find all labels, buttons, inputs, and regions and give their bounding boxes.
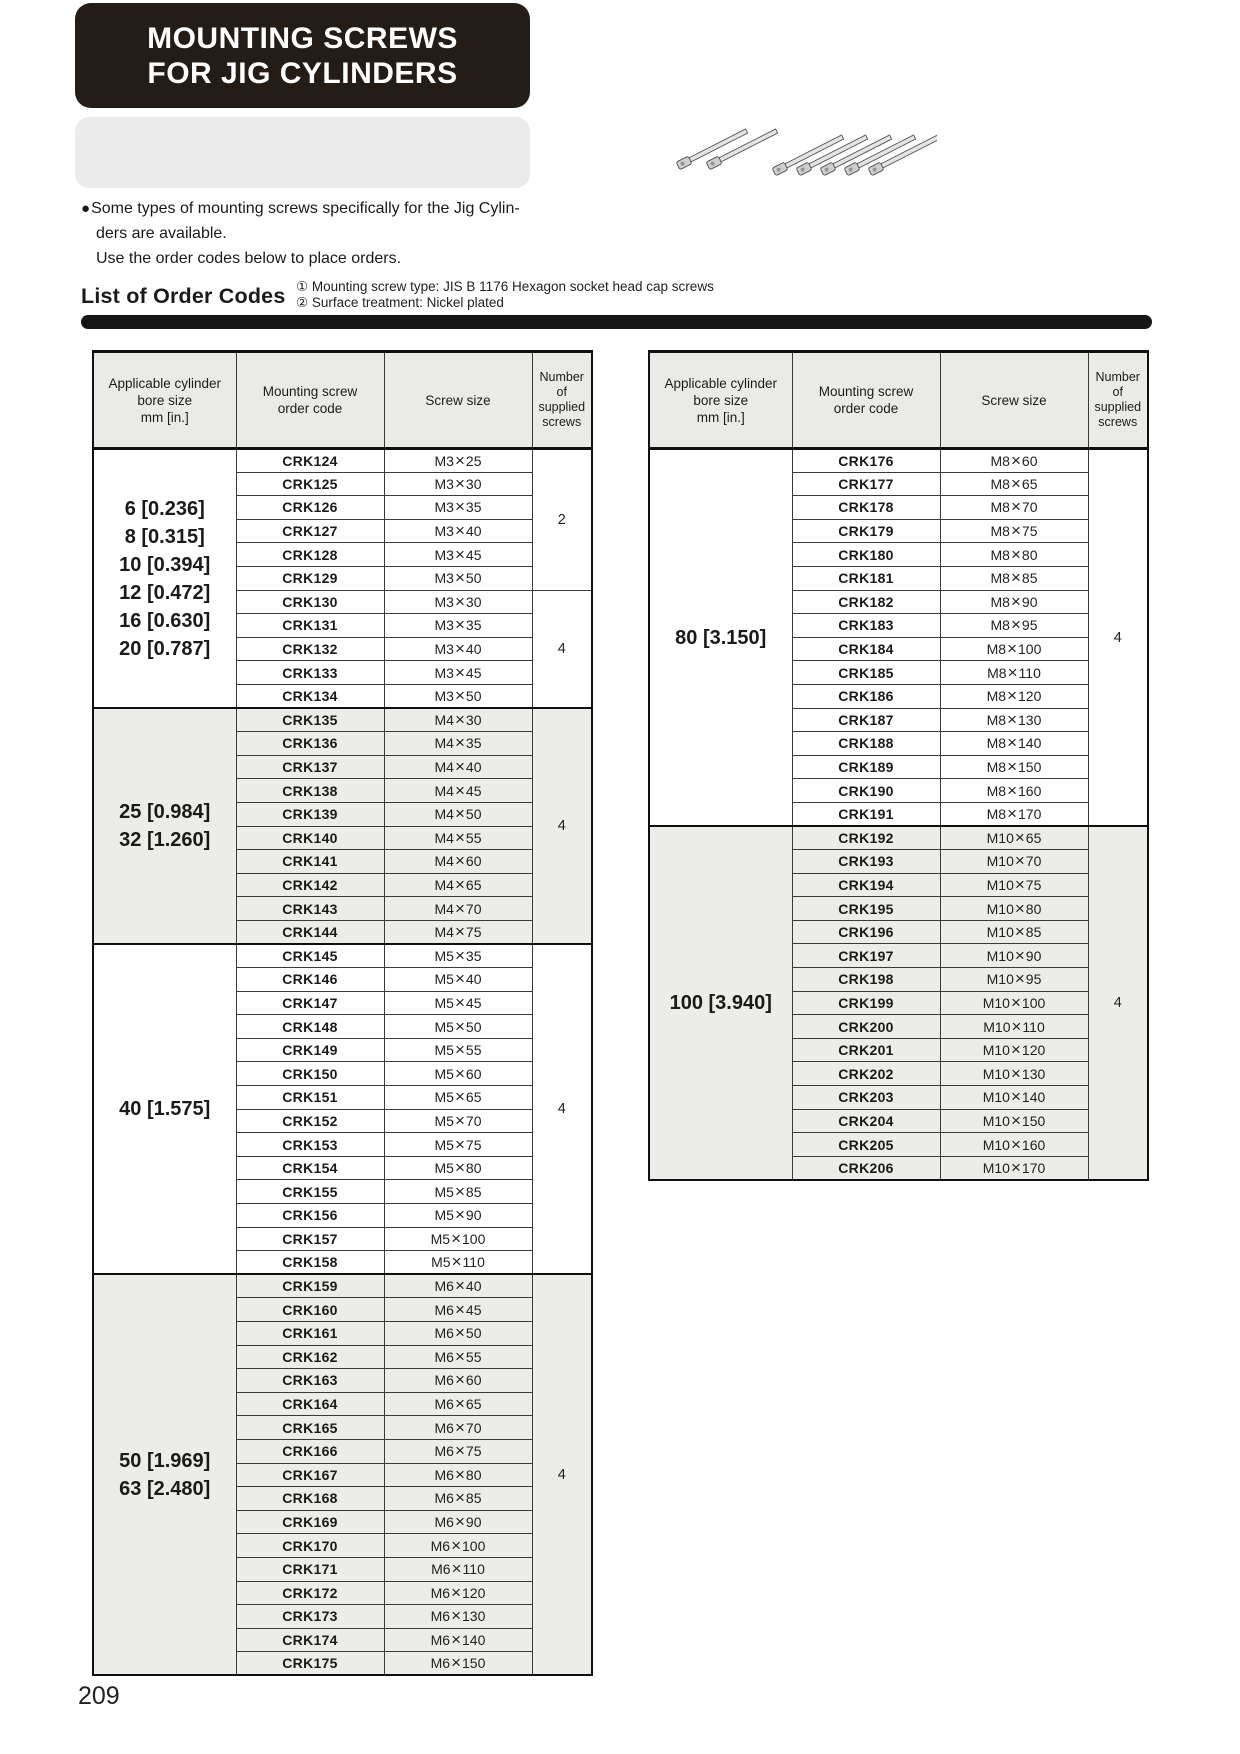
order-code-cell: CRK169: [236, 1510, 384, 1534]
order-code-cell: CRK154: [236, 1156, 384, 1180]
screw-size-cell: M10×70: [940, 850, 1088, 874]
screw-size-cell: M10×120: [940, 1038, 1088, 1062]
order-code-cell: CRK180: [792, 543, 940, 567]
screw-size-cell: M4×75: [384, 920, 532, 944]
screw-size-cell: M5×85: [384, 1180, 532, 1204]
order-code-cell: CRK146: [236, 968, 384, 992]
screw-size-cell: M3×50: [384, 566, 532, 590]
column-header-order-code: Mounting screw order code: [792, 352, 940, 449]
order-code-cell: CRK197: [792, 944, 940, 968]
supplied-count-cell: 4: [532, 708, 592, 944]
order-code-cell: CRK137: [236, 755, 384, 779]
screw-size-cell: M4×35: [384, 732, 532, 756]
order-code-cell: CRK140: [236, 826, 384, 850]
screw-size-cell: M10×110: [940, 1015, 1088, 1039]
table-header-row: [93, 352, 592, 449]
order-codes-table: [92, 350, 593, 1676]
screw-size-cell: M3×50: [384, 684, 532, 708]
screw-size-cell: M8×120: [940, 684, 1088, 708]
order-code-cell: CRK130: [236, 590, 384, 614]
order-code-cell: CRK126: [236, 496, 384, 520]
order-code-cell: CRK165: [236, 1416, 384, 1440]
screw-size-cell: M8×65: [940, 472, 1088, 496]
screw-size-cell: M5×65: [384, 1086, 532, 1110]
order-code-cell: CRK193: [792, 850, 940, 874]
order-code-cell: CRK187: [792, 708, 940, 732]
table-row: [649, 449, 1148, 473]
screw-size-cell: M4×70: [384, 897, 532, 921]
order-code-cell: CRK142: [236, 873, 384, 897]
screw-size-cell: M3×25: [384, 449, 532, 473]
column-header-screw-size: Screw size: [384, 352, 532, 449]
column-header-bore: Applicable cylinder bore size mm [in.]: [93, 352, 236, 449]
supplied-count-cell: 4: [532, 590, 592, 708]
screw-size-cell: M3×45: [384, 543, 532, 567]
order-code-cell: CRK201: [792, 1038, 940, 1062]
column-header-order-code: Mounting screw order code: [236, 352, 384, 449]
order-code-cell: CRK190: [792, 779, 940, 803]
order-code-cell: CRK164: [236, 1392, 384, 1416]
order-code-cell: CRK147: [236, 991, 384, 1015]
screw-size-cell: M3×40: [384, 637, 532, 661]
table-row: [93, 1274, 592, 1298]
order-code-cell: CRK195: [792, 897, 940, 921]
bore-size-cell: 40 [1.575]: [93, 944, 236, 1274]
screw-size-cell: M4×50: [384, 802, 532, 826]
screw-size-cell: M6×110: [384, 1557, 532, 1581]
screw-size-cell: M6×90: [384, 1510, 532, 1534]
order-code-cell: CRK163: [236, 1369, 384, 1393]
bore-size-cell: 100 [3.940]: [649, 826, 792, 1180]
order-code-cell: CRK178: [792, 496, 940, 520]
screw-size-cell: M4×55: [384, 826, 532, 850]
screw-size-cell: M6×60: [384, 1369, 532, 1393]
section-heading: List of Order Codes: [81, 284, 286, 308]
order-code-cell: CRK203: [792, 1086, 940, 1110]
screw-size-cell: M5×35: [384, 944, 532, 968]
decorative-gray-panel: [75, 117, 530, 188]
order-code-cell: CRK199: [792, 991, 940, 1015]
order-code-cell: CRK175: [236, 1652, 384, 1676]
order-code-cell: CRK167: [236, 1463, 384, 1487]
order-code-cell: CRK205: [792, 1133, 940, 1157]
screw-size-cell: M5×100: [384, 1227, 532, 1251]
screw-size-cell: M10×75: [940, 873, 1088, 897]
screw-size-cell: M10×170: [940, 1156, 1088, 1180]
intro-line-1: [81, 196, 561, 221]
screw-size-cell: M8×130: [940, 708, 1088, 732]
order-code-cell: CRK182: [792, 590, 940, 614]
screw-size-cell: M3×30: [384, 590, 532, 614]
screw-size-cell: M10×80: [940, 897, 1088, 921]
table-row: [93, 449, 592, 473]
screw-size-cell: M8×150: [940, 755, 1088, 779]
screw-size-cell: M6×140: [384, 1628, 532, 1652]
screw-size-cell: M3×45: [384, 661, 532, 685]
order-code-cell: CRK188: [792, 732, 940, 756]
mounting-screws-illustration: [672, 100, 937, 195]
screw-size-cell: M4×65: [384, 873, 532, 897]
column-header-bore: Applicable cylinder bore size mm [in.]: [649, 352, 792, 449]
screw-size-cell: M10×140: [940, 1086, 1088, 1110]
screw-size-cell: M5×40: [384, 968, 532, 992]
order-code-cell: CRK194: [792, 873, 940, 897]
order-code-cell: CRK136: [236, 732, 384, 756]
column-header-supplied: Number of supplied screws: [532, 352, 592, 449]
order-code-cell: CRK132: [236, 637, 384, 661]
order-code-cell: CRK170: [236, 1534, 384, 1558]
screw-size-cell: M10×95: [940, 968, 1088, 992]
order-code-cell: CRK192: [792, 826, 940, 850]
screw-size-cell: M6×50: [384, 1321, 532, 1345]
order-code-cell: CRK155: [236, 1180, 384, 1204]
screw-size-cell: M5×60: [384, 1062, 532, 1086]
screw-size-cell: M5×90: [384, 1204, 532, 1228]
screw-size-cell: M5×110: [384, 1251, 532, 1275]
screw-size-cell: M6×45: [384, 1298, 532, 1322]
screw-size-cell: M8×70: [940, 496, 1088, 520]
screw-size-cell: M3×40: [384, 519, 532, 543]
supplied-count-cell: 4: [1088, 449, 1148, 827]
column-header-supplied: Number of supplied screws: [1088, 352, 1148, 449]
screw-size-cell: M10×100: [940, 991, 1088, 1015]
order-code-cell: CRK124: [236, 449, 384, 473]
order-code-cell: CRK152: [236, 1109, 384, 1133]
screw-size-cell: M6×100: [384, 1534, 532, 1558]
screw-size-cell: M3×35: [384, 614, 532, 638]
order-code-cell: CRK138: [236, 779, 384, 803]
order-code-cell: CRK156: [236, 1204, 384, 1228]
order-code-cell: CRK177: [792, 472, 940, 496]
bore-size-cell: 80 [3.150]: [649, 449, 792, 827]
screw-size-cell: M3×30: [384, 472, 532, 496]
order-code-cell: CRK159: [236, 1274, 384, 1298]
screw-size-cell: M6×70: [384, 1416, 532, 1440]
intro-line-2: ders are available.: [96, 225, 227, 242]
screw-size-cell: M6×40: [384, 1274, 532, 1298]
order-code-cell: CRK127: [236, 519, 384, 543]
order-code-cell: CRK139: [236, 802, 384, 826]
intro-line-1-text: Some types of mounting screws specifically for the Jig Cylin-: [91, 200, 520, 217]
screw-size-cell: M8×160: [940, 779, 1088, 803]
screw-size-cell: M8×140: [940, 732, 1088, 756]
order-code-cell: CRK135: [236, 708, 384, 732]
screw-size-cell: M5×45: [384, 991, 532, 1015]
order-code-cell: CRK176: [792, 449, 940, 473]
screw-size-cell: M8×110: [940, 661, 1088, 685]
bore-size-cell: 25 [0.984] 32 [1.260]: [93, 708, 236, 944]
screw-size-cell: M6×150: [384, 1652, 532, 1676]
order-code-cell: CRK171: [236, 1557, 384, 1581]
screw-size-cell: M5×55: [384, 1038, 532, 1062]
page-number: 209: [78, 1682, 120, 1710]
table-row: [649, 826, 1148, 850]
order-code-cell: CRK172: [236, 1581, 384, 1605]
order-code-cell: CRK161: [236, 1321, 384, 1345]
screw-size-cell: M4×40: [384, 755, 532, 779]
screw-size-cell: M6×85: [384, 1487, 532, 1511]
order-code-cell: CRK191: [792, 802, 940, 826]
table-row: [93, 944, 592, 968]
screw-size-cell: M3×35: [384, 496, 532, 520]
screw-size-cell: M6×120: [384, 1581, 532, 1605]
order-code-cell: CRK184: [792, 637, 940, 661]
order-code-cell: CRK145: [236, 944, 384, 968]
page-title-line1: MOUNTING SCREWS: [147, 21, 458, 55]
order-code-cell: CRK151: [236, 1086, 384, 1110]
screw-size-cell: M5×80: [384, 1156, 532, 1180]
order-code-cell: CRK143: [236, 897, 384, 921]
order-code-cell: CRK179: [792, 519, 940, 543]
order-code-cell: CRK185: [792, 661, 940, 685]
order-code-cell: CRK131: [236, 614, 384, 638]
screw-size-cell: M8×90: [940, 590, 1088, 614]
order-code-cell: CRK125: [236, 472, 384, 496]
intro-text: [81, 196, 561, 271]
page-title-box: [75, 3, 530, 108]
order-code-cell: CRK150: [236, 1062, 384, 1086]
table-header-row: [649, 352, 1148, 449]
screw-size-cell: M10×130: [940, 1062, 1088, 1086]
supplied-count-cell: 4: [1088, 826, 1148, 1180]
order-code-cell: CRK168: [236, 1487, 384, 1511]
screw-size-cell: M8×100: [940, 637, 1088, 661]
order-code-cell: CRK148: [236, 1015, 384, 1039]
order-code-cell: CRK166: [236, 1439, 384, 1463]
supplied-count-cell: 2: [532, 449, 592, 591]
order-codes-table-left: [92, 350, 593, 1676]
screw-size-cell: M4×30: [384, 708, 532, 732]
screw-size-cell: M6×65: [384, 1392, 532, 1416]
screw-size-cell: M8×80: [940, 543, 1088, 567]
order-code-cell: CRK162: [236, 1345, 384, 1369]
screw-size-cell: M10×65: [940, 826, 1088, 850]
note-surface-treatment: ② Surface treatment: Nickel plated: [296, 295, 504, 310]
order-code-cell: CRK144: [236, 920, 384, 944]
order-code-cell: CRK189: [792, 755, 940, 779]
order-code-cell: CRK183: [792, 614, 940, 638]
order-code-cell: CRK198: [792, 968, 940, 992]
screw-size-cell: M10×160: [940, 1133, 1088, 1157]
screw-size-cell: M8×75: [940, 519, 1088, 543]
order-code-cell: CRK186: [792, 684, 940, 708]
supplied-count-cell: 4: [532, 944, 592, 1274]
order-code-cell: CRK174: [236, 1628, 384, 1652]
order-code-cell: CRK200: [792, 1015, 940, 1039]
bullet-icon: ●: [81, 200, 91, 217]
order-code-cell: CRK181: [792, 566, 940, 590]
screw-size-cell: M5×70: [384, 1109, 532, 1133]
order-code-cell: CRK141: [236, 850, 384, 874]
order-code-cell: CRK153: [236, 1133, 384, 1157]
order-code-cell: CRK134: [236, 684, 384, 708]
screw-size-cell: M8×170: [940, 802, 1088, 826]
screw-size-cell: M8×95: [940, 614, 1088, 638]
screw-size-cell: M6×75: [384, 1439, 532, 1463]
screw-size-cell: M4×60: [384, 850, 532, 874]
column-header-screw-size: Screw size: [940, 352, 1088, 449]
bore-size-cell: 50 [1.969] 63 [2.480]: [93, 1274, 236, 1675]
screw-size-cell: M6×80: [384, 1463, 532, 1487]
table-row: [93, 708, 592, 732]
order-codes-table-right: [648, 350, 1149, 1181]
page-title-line2: FOR JIG CYLINDERS: [147, 56, 458, 90]
screw-size-cell: M8×85: [940, 566, 1088, 590]
screw-size-cell: M10×150: [940, 1109, 1088, 1133]
screw-size-cell: M10×85: [940, 920, 1088, 944]
screw-size-cell: M10×90: [940, 944, 1088, 968]
screw-size-cell: M5×50: [384, 1015, 532, 1039]
order-code-cell: CRK206: [792, 1156, 940, 1180]
screw-size-cell: M8×60: [940, 449, 1088, 473]
screw-size-cell: M6×55: [384, 1345, 532, 1369]
order-code-cell: CRK129: [236, 566, 384, 590]
screw-size-cell: M5×75: [384, 1133, 532, 1157]
order-code-cell: CRK196: [792, 920, 940, 944]
order-code-cell: CRK133: [236, 661, 384, 685]
order-code-cell: CRK149: [236, 1038, 384, 1062]
supplied-count-cell: 4: [532, 1274, 592, 1675]
order-code-cell: CRK173: [236, 1605, 384, 1629]
screw-size-cell: M4×45: [384, 779, 532, 803]
screw-size-cell: M6×130: [384, 1605, 532, 1629]
order-codes-table: [648, 350, 1149, 1181]
bore-size-cell: 6 [0.236] 8 [0.315] 10 [0.394] 12 [0.472] 16 [0.630] 20 [0.787]: [93, 449, 236, 709]
order-code-cell: CRK158: [236, 1251, 384, 1275]
order-code-cell: CRK128: [236, 543, 384, 567]
order-code-cell: CRK157: [236, 1227, 384, 1251]
section-divider-bar: [81, 315, 1152, 329]
intro-line-3: Use the order codes below to place orders.: [96, 250, 402, 267]
order-code-cell: CRK204: [792, 1109, 940, 1133]
order-code-cell: CRK160: [236, 1298, 384, 1322]
note-mounting-screw-type: ① Mounting screw type: JIS B 1176 Hexagon socket head cap screws: [296, 279, 714, 294]
order-code-cell: CRK202: [792, 1062, 940, 1086]
